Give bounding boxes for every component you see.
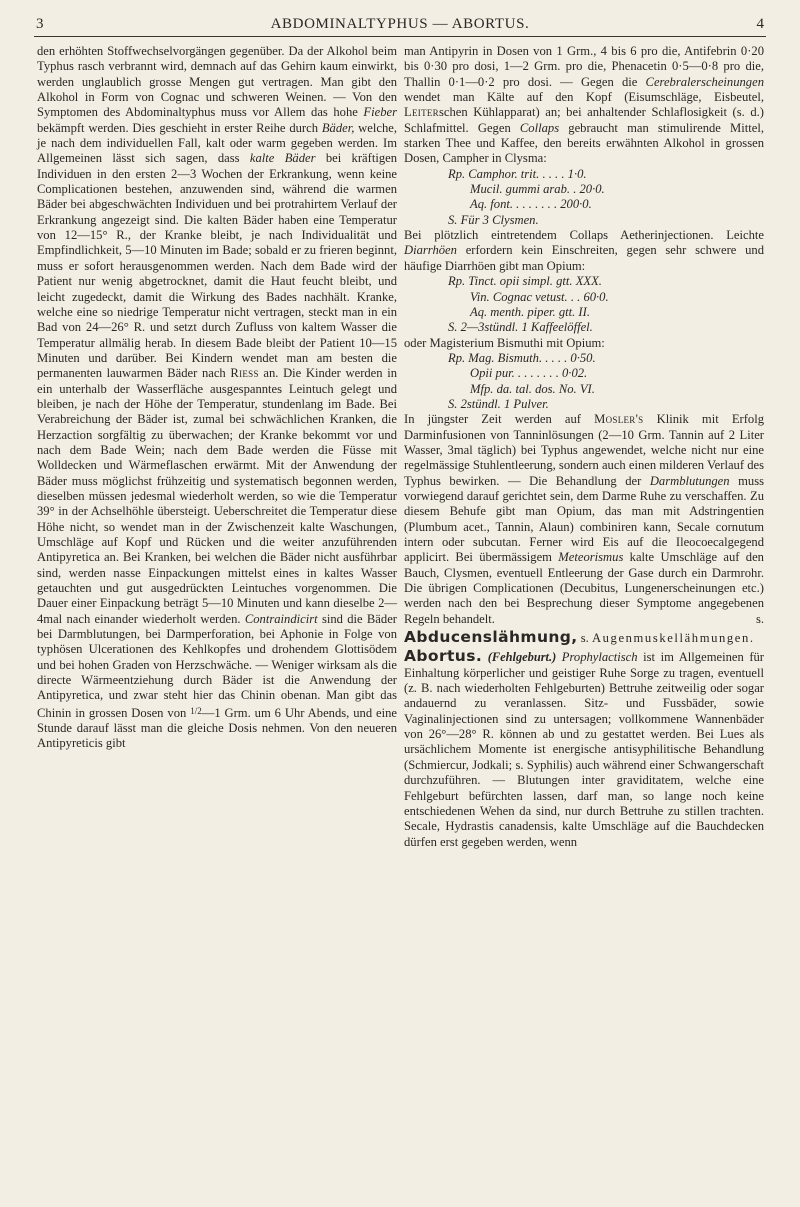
right-paragraph-4 <box>404 412 764 627</box>
term-kalte-baeder: kalte Bäder <box>249 151 316 166</box>
running-header <box>34 14 766 37</box>
fraction: 1/2 <box>190 705 202 716</box>
text: bei kräftigen Individuen in den ersten 2—3 Wochen der Erkrankung, wenn keine Complicationen bestehen, anzuwenden sind, während die warmen Bäder bei abgeschwächten Individuen und bei protrahirtem Verlauf der Erkrankung angezeigt sind. Die kalten Bäder haben eine Temperatur von 12—15° R., der Kranke bleibt, je nach Individualität und Empfindlichkeit, 5—10 Minuten im Bade; sobald er zu frieren beginnt, muss er sofort herausgenommen werden. Nach dem Bade wird der Patient nur wenig abgetrocknet, damit die Haut feucht bleibt, und leicht zugedeckt, damit die Wirkung des Bades nachhält. Kranke, welche eine so niedrige Temperatur nicht vertragen, steckt man in ein Bad von 24—26° R. und setzt durch Zufluss von kaltem Wasser die Temperatur allmälig herab. In diesem Bade bleibt der Patient 10—15 Minuten und darüber. Bei Kindern wendet man am besten die permanenten lauwarmen Bäder nach <box>37 151 398 381</box>
rx-line: Rp. Camphor. trit. . . . . 1·0. <box>448 166 587 181</box>
rx-line: S. 2stündl. 1 Pulver. <box>448 396 549 411</box>
text: muss vorwiegend darauf gerichtet sein, dem Darme Ruhe zu verschaffen. Zu diesem Behufe gibt man Opium, das man mit Adstringentien (Plumbum acet., Tannin, Alaun) combiniren kann, Secale cornutum intern oder subcutan. Ferner wird Eis auf die Ileocoecalgegend applicirt. Bei übermässigem <box>404 473 765 565</box>
text: wendet man Kälte auf den Kopf (Eisumschläge, Eisbeutel, <box>404 90 764 105</box>
prescription-1 <box>404 167 764 228</box>
page-number-left: 3 <box>36 16 44 32</box>
headword-abortus: Abortus. <box>404 647 483 666</box>
text: den erhöhten Stoffwechselvorgängen gegenüber. Da der Alkohol beim Typhus rasch verbrannt wird, demnach auf das Gehirn kaum einwirkt, werden unglaublich grosse Mengen gut vertragen. Man gibt den Alkohol in Form von Cognac und schweren Weinen. — Von den Symptomen des Abdominaltyphus muss vor Allem das hohe <box>37 44 397 120</box>
headword-subtitle: (Fehlgeburt.) <box>487 650 557 665</box>
rx-line: Vin. Cognac vetust. . . 60·0. <box>470 289 609 304</box>
term-diarrhoeen: Diarrhöen <box>404 243 457 258</box>
author-mosler: Mosler's <box>594 412 644 427</box>
text: gebraucht man stimulirende Mittel, starken Thee und Kaffee, den bereits erwähnten Alkohol in grossen Dosen, Campher in Clysma: <box>404 120 764 166</box>
term-fieber: Fieber <box>363 105 397 120</box>
cross-reference: Augenmuskellähmungen. <box>591 631 755 646</box>
right-paragraph-1 <box>404 44 764 167</box>
text: man Antipyrin in Dosen von 1 Grm., 4 bis 6 pro die, Antifebrin 0·20 bis 0·30 pro dosi, 1—2 Grm. pro die, Phenacetin 0·5—0·8 pro die, Thallin 0·1—0·2 pro dosi. — Gegen die <box>404 44 764 89</box>
term-collaps: Collaps <box>519 120 560 135</box>
term-contraindicirt: Contraindicirt <box>244 611 318 626</box>
rx-line: Aq. font. . . . . . . . 200·0. <box>470 197 592 212</box>
text: kalte Umschläge auf den Bauch, Clysmen, eventuell Entleerung der Gase durch ein Darmrohr. Die übrigen Complicationen (Decubitus, Lungenerscheinungen etc.) werden nach den bei Besprechung dieser Symptome angegebenen Regeln behandelt. <box>404 550 764 626</box>
term-meteorismus: Meteorismus <box>558 550 624 565</box>
right-paragraph-2 <box>404 228 764 274</box>
prescription-2 <box>404 274 764 335</box>
rx-line: Mfp. da. tal. dos. No. VI. <box>470 381 595 396</box>
rx-line: Rp. Mag. Bismuth. . . . . 0·50. <box>448 350 596 365</box>
headword-abducens: Abducenslähmung, <box>404 628 578 647</box>
rx-line: Aq. menth. piper. gtt. II. <box>470 304 590 319</box>
text: bekämpft werden. Dies geschieht in erster Reihe durch <box>37 120 322 135</box>
text: erfordern kein Einschreiten, gegen sehr schwere und häufige Diarrhöen gibt man Opium: <box>404 243 764 273</box>
text: schen Kühlapparat) an; bei anhaltender Schlaflosigkeit (s. d.) Schlafmittel. Gegen <box>404 105 764 135</box>
text: In jüngster Zeit werden auf <box>404 412 595 427</box>
left-column <box>37 44 397 752</box>
running-title: ABDOMINALTYPHUS — ABORTUS. <box>270 16 530 32</box>
page-number-right: 4 <box>756 16 764 32</box>
rx-line: Mucil. gummi arab. . 20·0. <box>470 182 605 197</box>
term-darmblutungen: Darmblutungen <box>649 473 730 488</box>
text: ist im Allgemeinen für Einhaltung körperlicher und geistiger Ruhe Sorge zu tragen, eventuell (z. B. nach wiederholten Fehlgeburten) Bettruhe zeitweilig oder sogar andauernd zu veranlassen. Sitz- und Fussbäder, sowie Vaginalinjectionen sind zu untersagen; vollkommene Wannenbäder von 26°—28° R. können ab und zu gestattet werden. Bei Lues als ursächlichem Momente ist energische antisyphilitische Behandlung (Schmiercur, Jodkali; s. Syphilis) auch während einer Schwangerschaft durchzuführen. — Blutungen inter graviditatem, welche eine Fehlgeburt befürchten lassen, darf man, so lange noch keine entschiedenen Wehen da sind, nur durch Bettruhe zu stillen trachten. Secale, Hydrastis canadensis, kalte Umschläge auf die Bauchdecken dürfen erst gegeben werden, wenn <box>404 650 765 849</box>
author-riess: Riess <box>230 366 259 381</box>
term-baeder: Bäder, <box>321 120 355 135</box>
text: welche, je nach dem individuellen Fall, kalt oder warm gegeben werden. Im Allgemeinen lässt sich sagen, dass <box>37 120 397 166</box>
text: —1 Grm. um 6 Uhr Abends, und eine Stunde darauf lässt man die gleiche Dosis nehmen. Von den neueren Antipyreticis gibt <box>37 705 398 751</box>
entry-abortus <box>404 649 764 849</box>
term-cerebral: Cerebralerscheinungen <box>645 74 764 89</box>
entry-abducenslaehmung <box>404 630 764 646</box>
text: s. <box>577 631 592 646</box>
right-column <box>404 44 764 850</box>
term-prophylactisch: Prophylactisch <box>561 650 638 665</box>
text: Bei plötzlich eintretendem Collaps Aetherinjectionen. Leichte <box>404 228 764 243</box>
left-paragraph <box>37 44 397 752</box>
rx-line: Rp. Tinct. opii simpl. gtt. XXX. <box>448 274 602 289</box>
right-paragraph-3: oder Magisterium Bismuthi mit Opium: <box>404 335 605 350</box>
rx-line: S. Für 3 Clysmen. <box>448 212 539 227</box>
see-also-ref: s. <box>755 611 764 626</box>
text: sind die Bäder bei Darmblutungen, bei Darmperforation, bei Aphonie in Folge von typhösen Ulcerationen des Kehlkopfes und drohendem Glottisödem und bei hohen Graden von Herzschwäche. — Weniger wirksam als die directe Wärmeentziehung durch Bäder ist die Anwendung der Antipyretica, und zwar steht hier das Chinin obenan. Man gibt das Chinin in grossen Dosen von <box>37 611 397 720</box>
author-leiter: Leiter <box>404 105 439 120</box>
rx-line: Opii pur. . . . . . . . 0·02. <box>470 366 588 381</box>
text: Klinik mit Erfolg Darminfusionen von Tanninlösungen (2—10 Grm. Tannin auf 2 Liter Wasser, 3mal täglich) bei Typhus angewendet, welche nicht nur eine regelmässige Stuhlentleerung, sondern auch einen milderen Verlauf des Typhus bewirken. — Die Behandlung der <box>404 412 764 488</box>
text: an. Die Kinder werden in ein unterhalb der Wasserfläche ausgespanntes Leintuch gelegt und bleiben, je nach der Höhe der Temperatur, stundenlang im Bade. Bei Verabreichung der Bäder ist, zumal bei schwächlichen Kranken, die Herzaction sorgfältig zu überwachen; der Kranke bekommt vor und nach dem Bade Wein; nach dem Bade werden die Füsse mit Wolldecken und Wärmeflaschen erwärmt. Mit der Anwendung der Bäder muss möglichst frühzeitig und systematisch begonnen werden, dieselben müssen jedesmal wiederholt werden, so wie die Temperatur 39° in der Achselhöhle übersteigt. Ueberschreitet die Temperatur diese Höhe nicht, so wendet man in der Zwischenzeit kalte Waschungen, Umschläge auf Kopf und Rücken und die weiter anzuführenden Antipyretica an. Bei Kranken, bei welchen die Bäder nicht ausführbar sind, werden nasse Einpackungen mittelst eines in kaltes Wasser getauchten und gut ausgedrückten Leintuches vorgenommen. Die Dauer einer Einpackung beträgt 5—10 Minuten und kann dieselbe 2—4mal nach einander wiederholt werden. <box>37 366 398 626</box>
rx-line: S. 2—3stündl. 1 Kaffeelöffel. <box>448 320 593 335</box>
prescription-3 <box>404 351 764 412</box>
